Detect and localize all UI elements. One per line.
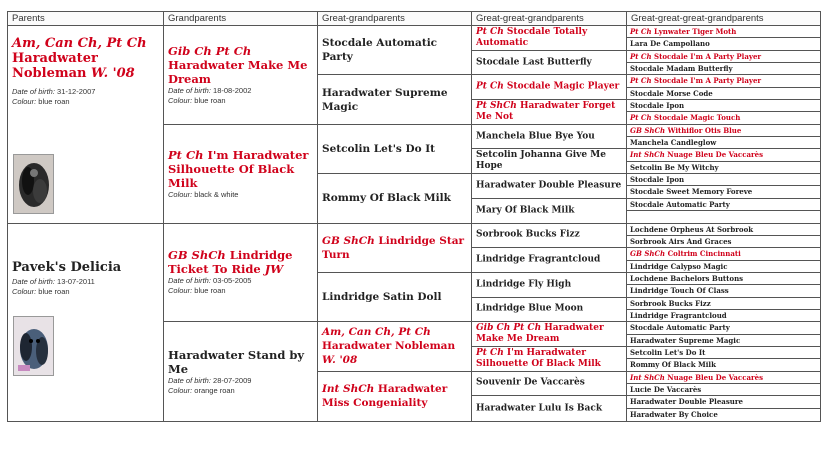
header-great-great-great-grandparents: Great-great-great-grandparents	[627, 12, 820, 26]
grandparent-cell[interactable]	[164, 26, 317, 125]
dog-name-line	[627, 224, 820, 235]
great-great-great-grandparents-cell[interactable]	[627, 174, 820, 186]
dog-name: Lindridge Ticket To Ride	[168, 248, 293, 277]
great-great-great-grandparents-cell[interactable]	[627, 88, 820, 100]
dog-name: Haradwater Double Pleasure	[476, 180, 622, 191]
dog-name: Lindridge Touch Of Class	[630, 286, 729, 296]
dog-name: Stocdale Ipon	[630, 175, 685, 185]
dog-name-line	[472, 205, 579, 216]
title-prefix: Am, Can Ch, Pt Ch	[322, 326, 431, 339]
dog-name: Stocdale Totally Automatic	[476, 26, 588, 48]
dog-name: Stocdale I'm A Party Player	[654, 51, 762, 61]
dog-name-line	[627, 384, 820, 395]
dog-name-line	[627, 396, 820, 407]
great-great-great-grandparents-cell[interactable]	[627, 310, 820, 322]
great-great-great-grandparents-cell[interactable]	[627, 396, 820, 408]
dog-name: Stocdale I'm A Party Player	[654, 76, 762, 86]
dob-label: Date of birth:	[168, 375, 211, 385]
dam-photo[interactable]	[13, 316, 54, 376]
grandparent-content	[164, 348, 317, 396]
dob-value: 13-07-2011	[57, 276, 95, 286]
dog-name: Haradwater Supreme Magic	[322, 86, 448, 113]
dog-name: Setcolin Let's Do It	[630, 347, 706, 357]
header-parents: Parents	[8, 12, 163, 26]
great-grandparents-cell[interactable]	[318, 372, 471, 421]
dog-name: Sorbrook Bucks Fizz	[476, 229, 580, 240]
dog-name: Haradwater Forget Me Not	[476, 100, 616, 122]
dog-name: Stocdale Automatic Party	[630, 323, 730, 333]
great-great-grandparents-cell[interactable]	[472, 248, 626, 273]
dog-name-line	[627, 409, 820, 420]
great-great-grandparents-cell[interactable]	[472, 372, 626, 397]
title-prefix: GB ShCh	[630, 249, 666, 259]
dog-name-line	[318, 36, 471, 64]
dog-name-line	[627, 112, 820, 123]
dog-name-line	[472, 378, 589, 389]
dog-name-line	[472, 150, 626, 172]
dog-name: Lindridge Fragrantcloud	[630, 310, 727, 320]
great-great-great-grandparents-cell[interactable]	[627, 63, 820, 75]
dog-name: Lindridge Star Turn	[322, 234, 465, 261]
great-great-grandparents-cell[interactable]	[472, 125, 626, 150]
great-great-grandparents-cell[interactable]	[472, 273, 626, 298]
dog-name-line	[472, 403, 606, 414]
dog-name: Lucie De Vaccarès	[630, 384, 702, 394]
dog-name: I'm Haradwater Silhouette Of Black Milk	[168, 147, 309, 190]
dog-name-line	[627, 100, 820, 111]
great-great-great-grandparents-cell[interactable]	[627, 186, 820, 198]
grandparent-content	[164, 148, 317, 200]
dog-name: Haradwater Miss Congeniality	[322, 383, 448, 410]
dog-name-line	[627, 199, 820, 210]
great-great-great-grandparents-cell[interactable]	[627, 298, 820, 310]
dog-name: Stocdale Ipon	[630, 101, 685, 111]
dog-name-line	[318, 325, 471, 367]
dog-name: Haradwater Lulu Is Back	[476, 403, 603, 414]
parent-sire-name	[12, 36, 163, 81]
dog-name: Setcolin Let's Do It	[322, 142, 435, 155]
great-great-grandparents-cell[interactable]	[472, 322, 626, 347]
dog-name-line	[318, 234, 471, 262]
dog-name-line	[627, 310, 820, 321]
great-great-grandparents-cell[interactable]	[472, 199, 626, 224]
dog-name: Mary Of Black Milk	[476, 205, 575, 216]
dog-name: Stocdale Morse Code	[630, 88, 713, 98]
dog-name: Lindridge Fly High	[476, 279, 572, 290]
title-prefix: Pt Ch	[476, 347, 504, 358]
title-suffix: JW	[264, 262, 284, 277]
dog-name-line	[627, 236, 820, 247]
dog-name-line	[627, 88, 820, 99]
colour-label: Colour:	[12, 286, 37, 296]
grandparent-content	[164, 44, 317, 106]
dog-name: Lynwater Tiger Moth	[654, 27, 737, 36]
dog-name-line	[627, 162, 820, 173]
great-great-great-grandparents-cell[interactable]	[627, 322, 820, 334]
great-great-great-grandparents-cell[interactable]	[627, 285, 820, 297]
grandparent-cell[interactable]	[164, 224, 317, 323]
dog-name-line	[472, 255, 604, 266]
colour-value: blue roan	[38, 286, 70, 296]
great-great-great-grandparents-cell[interactable]	[627, 224, 820, 236]
dob-value: 31-12-2007	[57, 87, 96, 96]
dog-name: Haradwater Nobleman	[322, 340, 456, 353]
great-great-grandparents-cell[interactable]	[472, 396, 626, 421]
dog-name: Haradwater Make Me Dream	[168, 57, 308, 86]
great-grandparents-cell[interactable]	[318, 125, 471, 174]
header-grandparents: Grandparents	[164, 12, 317, 26]
dog-name-line	[627, 125, 820, 136]
dog-name-line	[627, 285, 820, 296]
dog-name-line	[472, 230, 584, 241]
dog-name: Rommy Of Black Milk	[322, 192, 451, 205]
dog-name: Lochdene Bachelors Buttons	[630, 273, 744, 283]
dob-value: 28-07-2009	[213, 375, 252, 385]
title-prefix: Pt Ch	[476, 81, 504, 92]
dog-name-line	[318, 86, 471, 114]
dob-label: Date of birth:	[168, 85, 211, 95]
great-great-grandparents-cell[interactable]	[472, 224, 626, 249]
header-great-grandparents: Great-grandparents	[318, 12, 471, 26]
title-prefix: Pt Ch	[630, 51, 652, 61]
dog-name: Sorbrook Airs And Graces	[630, 236, 732, 246]
great-great-great-grandparents-cell[interactable]	[627, 236, 820, 248]
title-suffix: W. '08	[91, 66, 135, 81]
dog-name: Stocdale Magic Touch	[654, 113, 741, 123]
dog-name-line	[318, 382, 471, 410]
great-grandparents-cell[interactable]	[318, 26, 471, 75]
dog-name-line	[627, 174, 820, 185]
title-prefix: Int ShCh	[630, 150, 665, 160]
dog-name: Manchela Candleglow	[630, 138, 717, 148]
dob-label: Date of birth:	[12, 87, 55, 96]
great-great-great-grandparents-cell[interactable]	[627, 162, 820, 174]
dog-name-line	[627, 248, 820, 259]
dog-name: Haradwater Make Me Dream	[476, 323, 604, 345]
column-grandparents	[163, 12, 317, 421]
dog-name: Setcolin Be My Witchy	[630, 162, 719, 172]
great-great-great-grandparents-cell[interactable]	[627, 372, 820, 384]
colour-label: Colour:	[168, 95, 193, 105]
dog-name-line	[627, 51, 820, 62]
column-great-grandparents	[317, 12, 471, 421]
column-great-great-great-grandparents	[626, 12, 820, 421]
great-grandparents-cell[interactable]	[318, 174, 471, 223]
dog-name-line	[627, 186, 820, 197]
dog-name: Stocdale Sweet Memory Foreve	[630, 187, 753, 197]
title-prefix: Pt Ch	[630, 27, 652, 36]
parent-sire[interactable]	[8, 26, 163, 224]
title-prefix: GB ShCh	[322, 234, 375, 247]
title-prefix: GB ShCh	[630, 125, 666, 135]
dog-name-line	[472, 82, 623, 93]
great-great-great-grandparents-cell[interactable]	[627, 211, 820, 223]
dob-value: 03-05-2005	[213, 276, 252, 286]
dog-name: Stocdale Last Butterfly	[476, 57, 592, 68]
dog-name: Withiflor Otis Blue	[667, 125, 742, 135]
dob-label: Date of birth:	[12, 276, 55, 286]
great-great-great-grandparents-cell[interactable]	[627, 125, 820, 137]
colour-label: Colour:	[12, 97, 37, 106]
dog-name-line	[627, 63, 820, 74]
dog-name-line	[627, 137, 820, 148]
great-grandparents-cell[interactable]	[318, 322, 471, 371]
pedigree-table	[7, 11, 821, 422]
dog-name: Stocdale Madam Butterfly	[630, 64, 733, 74]
grandparent-cell[interactable]	[164, 322, 317, 421]
dog-name-line	[472, 279, 575, 290]
dog-name: Haradwater Stand by Me	[168, 347, 305, 376]
dog-name-line	[318, 290, 446, 304]
great-great-great-grandparents-cell[interactable]	[627, 51, 820, 63]
great-great-grandparents-cell[interactable]	[472, 51, 626, 76]
dog-name-line	[627, 261, 820, 272]
colour-value: blue roan	[38, 97, 70, 106]
column-parents	[8, 12, 163, 421]
great-great-great-grandparents-cell[interactable]	[627, 26, 820, 38]
great-grandparents-cell[interactable]	[318, 75, 471, 124]
great-great-great-grandparents-cell[interactable]	[627, 137, 820, 149]
title-prefix: Pt Ch	[630, 113, 652, 123]
dog-name-line	[472, 180, 625, 191]
title-prefix: Gib Ch Pt Ch	[476, 323, 542, 334]
colour-value: black & white	[194, 189, 239, 199]
colour-value: blue roan	[194, 286, 226, 296]
dog-name: Setcolin Johanna Give Me Hope	[476, 150, 606, 172]
dog-name-line	[472, 27, 626, 49]
great-great-great-grandparents-cell[interactable]	[627, 359, 820, 371]
parent-dam-meta	[12, 277, 163, 297]
dog-name: Souvenir De Vaccarès	[476, 377, 585, 388]
grandparent-cell[interactable]	[164, 125, 317, 224]
dog-name: Manchela Blue Bye You	[476, 131, 595, 142]
dog-name: Nuage Bleu De Vaccarès	[667, 150, 764, 160]
title-suffix: W. '08	[322, 354, 358, 367]
great-great-great-grandparents-cell[interactable]	[627, 100, 820, 112]
great-great-grandparents-cell[interactable]	[472, 298, 626, 323]
dog-name: I'm Haradwater Silhouette Of Black Milk	[476, 347, 601, 369]
dog-name: Haradwater Nobleman	[12, 51, 98, 81]
great-great-great-grandparents-cell[interactable]	[627, 261, 820, 273]
great-great-great-grandparents-cell[interactable]	[627, 248, 820, 260]
great-great-grandparents-cell[interactable]	[472, 100, 626, 125]
grandparent-meta	[168, 190, 317, 200]
great-great-great-grandparents-cell[interactable]	[627, 347, 820, 359]
great-great-great-grandparents-cell[interactable]	[627, 199, 820, 211]
dog-name-line	[627, 273, 820, 284]
dog-name-line	[472, 304, 587, 315]
great-great-great-grandparents-cell[interactable]	[627, 409, 820, 421]
dog-name-line	[627, 26, 820, 37]
dob-value: 18-08-2002	[213, 85, 252, 95]
dog-name-line	[472, 57, 596, 68]
dog-name: Lindridge Satin Doll	[322, 291, 442, 304]
grandparent-name	[168, 348, 317, 376]
great-great-grandparents-cell[interactable]	[472, 174, 626, 199]
great-great-great-grandparents-cell[interactable]	[627, 384, 820, 396]
colour-value: blue roan	[194, 95, 226, 105]
great-great-great-grandparents-cell[interactable]	[627, 75, 820, 87]
title-prefix: Int ShCh	[630, 372, 665, 382]
dog-name: Coltrim Cincinnati	[667, 249, 741, 259]
great-great-great-grandparents-cell[interactable]	[627, 335, 820, 347]
colour-label: Colour:	[168, 385, 193, 395]
dog-name: Nuage Bleu De Vaccarès	[667, 372, 764, 382]
dog-name-line	[627, 372, 820, 383]
dog-name: Stocdale Magic Player	[506, 81, 620, 92]
header-great-great-grandparents: Great-great-grandparents	[472, 12, 626, 26]
dog-name: Stocdale Automatic Party	[322, 37, 438, 64]
dog-name-line	[627, 335, 820, 346]
dog-name: Lindridge Blue Moon	[476, 303, 584, 314]
grandparent-meta	[168, 376, 317, 396]
dog-name-line	[627, 149, 820, 160]
great-great-grandparents-cell[interactable]	[472, 75, 626, 100]
dog-name-line	[627, 322, 820, 333]
dog-name-line	[318, 191, 455, 205]
colour-label: Colour:	[168, 286, 193, 296]
grandparent-name	[168, 148, 317, 190]
dog-name-line	[627, 347, 820, 358]
dog-name: Rommy Of Black Milk	[630, 360, 716, 370]
title-prefix: Pt Ch	[476, 26, 504, 37]
dog-name: Sorbrook Bucks Fizz	[630, 298, 711, 308]
dog-name: Haradwater Supreme Magic	[630, 335, 741, 345]
dob-label: Date of birth:	[168, 276, 211, 286]
great-great-grandparents-cell[interactable]	[472, 347, 626, 372]
dog-name-line	[472, 323, 626, 345]
title-prefix: Gib Ch Pt Ch	[168, 43, 252, 58]
great-great-grandparents-cell[interactable]	[472, 149, 626, 174]
dog-name-line	[472, 348, 626, 370]
dog-name-line	[627, 75, 820, 86]
dog-name-line	[472, 131, 599, 142]
dog-name: Stocdale Automatic Party	[630, 199, 730, 209]
dog-name-line	[627, 359, 820, 370]
dog-name: Haradwater Double Pleasure	[630, 397, 743, 407]
title-prefix: Pt Ch	[630, 76, 652, 86]
colour-value: orange roan	[194, 385, 235, 395]
dog-name: Lindridge Fragrantcloud	[476, 254, 601, 265]
column-great-great-grandparents	[471, 12, 626, 421]
parent-sire-meta	[12, 87, 163, 107]
dog-name: Lindridge Calypso Magic	[630, 261, 728, 271]
sire-photo[interactable]	[13, 154, 54, 214]
great-great-great-grandparents-cell[interactable]	[627, 273, 820, 285]
parent-dam-name	[12, 260, 163, 275]
dog-name-line	[472, 101, 626, 123]
grandparent-meta	[168, 276, 317, 296]
title-prefix: GB ShCh	[168, 248, 226, 263]
title-prefix: Int ShCh	[322, 383, 375, 396]
great-grandparents-cell[interactable]	[318, 273, 471, 322]
grandparent-name	[168, 44, 317, 86]
title-prefix: Pt Ch	[168, 147, 204, 162]
dog-name-line	[627, 298, 820, 309]
colour-label: Colour:	[168, 189, 193, 199]
great-great-great-grandparents-cell[interactable]	[627, 38, 820, 50]
dog-name: Lochdene Orpheus At Sorbrook	[630, 224, 754, 234]
great-great-grandparents-cell[interactable]	[472, 26, 626, 51]
great-grandparents-cell[interactable]	[318, 224, 471, 273]
grandparent-meta	[168, 86, 317, 106]
great-great-great-grandparents-cell[interactable]	[627, 149, 820, 161]
title-prefix: Pt ShCh	[476, 100, 517, 111]
great-great-great-grandparents-cell[interactable]	[627, 112, 820, 124]
dog-name-line	[627, 38, 820, 49]
dog-name-line	[318, 142, 439, 156]
title-prefix: Am, Can Ch, Pt Ch	[12, 36, 147, 51]
parent-dam[interactable]	[8, 224, 163, 422]
dog-name: Haradwater By Choice	[630, 409, 718, 419]
dog-name: Lara De Campollano	[630, 39, 710, 49]
grandparent-content	[164, 248, 317, 296]
dog-name: Pavek's Delicia	[12, 259, 122, 275]
grandparent-name	[168, 248, 317, 276]
